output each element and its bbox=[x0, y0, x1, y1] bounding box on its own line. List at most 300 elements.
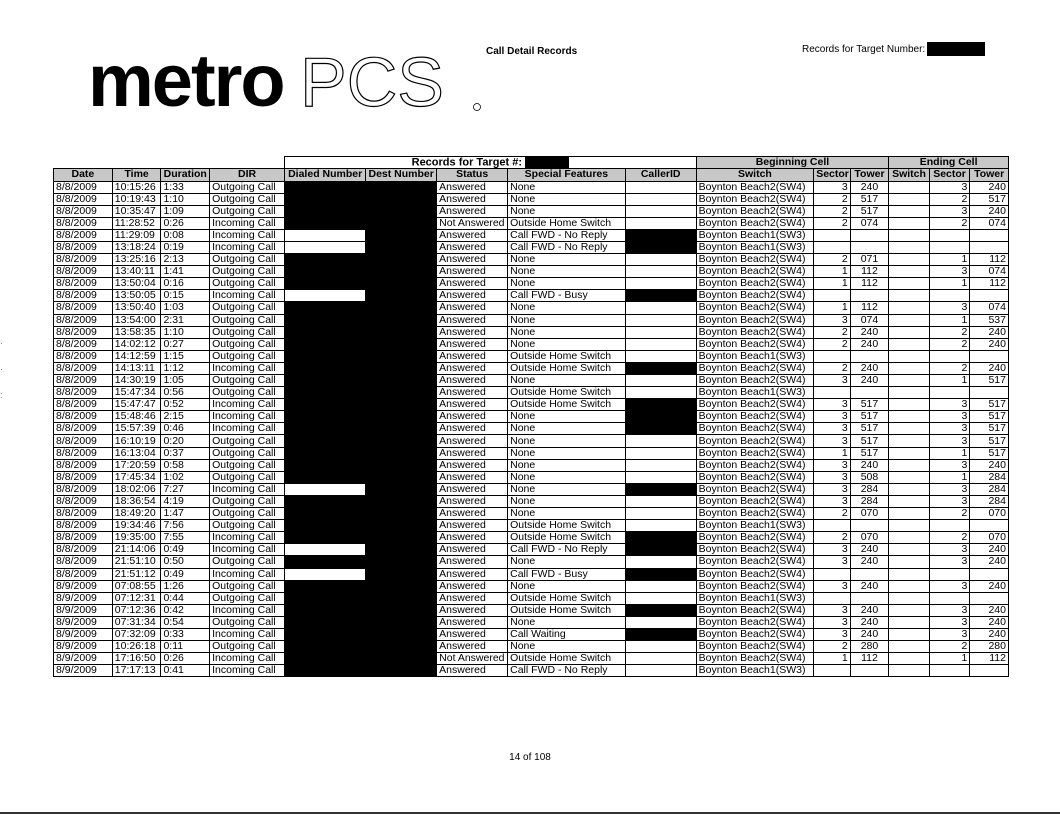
begin-sector-cell: 2 bbox=[814, 362, 850, 374]
duration-cell: 0:54 bbox=[161, 616, 210, 628]
table-row bbox=[54, 350, 1009, 362]
end-switch-cell bbox=[889, 254, 930, 266]
switch-cell: Boynton Beach2(SW4) bbox=[696, 181, 814, 193]
begin-tower-cell: 240 bbox=[850, 338, 889, 350]
status-cell: Answered bbox=[437, 229, 508, 241]
redacted-dest-number-cell bbox=[366, 350, 437, 362]
end-switch-cell bbox=[889, 495, 930, 507]
begin-sector-cell: 3 bbox=[814, 411, 850, 423]
end-sector-cell: 3 bbox=[929, 483, 970, 495]
begin-tower-cell: 240 bbox=[850, 362, 889, 374]
status-cell: Answered bbox=[437, 375, 508, 387]
special-features-cell: None bbox=[508, 423, 626, 435]
special-features-cell: Outside Home Switch bbox=[508, 350, 626, 362]
switch-cell: Boynton Beach2(SW4) bbox=[696, 375, 814, 387]
duration-cell: 1:03 bbox=[161, 302, 210, 314]
redacted-dest-number-cell bbox=[366, 544, 437, 556]
special-features-cell: None bbox=[508, 338, 626, 350]
duration-cell: 0:46 bbox=[161, 423, 210, 435]
begin-sector-cell: 2 bbox=[814, 326, 850, 338]
end-tower-cell bbox=[970, 568, 1009, 580]
end-tower-cell bbox=[970, 229, 1009, 241]
switch-cell: Boynton Beach2(SW4) bbox=[696, 266, 814, 278]
special-features-cell: None bbox=[508, 205, 626, 217]
dir-cell: Incoming Call bbox=[210, 665, 285, 677]
redacted-dest-number-cell bbox=[366, 520, 437, 532]
begin-tower-cell: 074 bbox=[850, 314, 889, 326]
redacted-dest-number-cell bbox=[366, 508, 437, 520]
date-cell: 8/9/2009 bbox=[54, 592, 113, 604]
special-features-cell: None bbox=[508, 314, 626, 326]
begin-tower-cell: 240 bbox=[850, 375, 889, 387]
dir-cell: Incoming Call bbox=[210, 399, 285, 411]
begin-sector-cell: 3 bbox=[814, 375, 850, 387]
begin-sector-cell: 2 bbox=[814, 641, 850, 653]
end-tower-cell: 074 bbox=[970, 217, 1009, 229]
end-switch-cell bbox=[889, 665, 930, 677]
end-sector-cell bbox=[929, 592, 970, 604]
end-switch-cell bbox=[889, 278, 930, 290]
date-cell: 8/8/2009 bbox=[54, 375, 113, 387]
duration-cell: 0:49 bbox=[161, 568, 210, 580]
redacted-dialed-number-cell bbox=[285, 314, 366, 326]
begin-sector-cell: 3 bbox=[814, 181, 850, 193]
end-tower-cell bbox=[970, 241, 1009, 253]
redacted-dest-number-cell bbox=[366, 495, 437, 507]
dir-cell: Outgoing Call bbox=[210, 181, 285, 193]
status-cell: Answered bbox=[437, 483, 508, 495]
duration-cell: 1:05 bbox=[161, 375, 210, 387]
special-features-cell: Call Waiting bbox=[508, 628, 626, 640]
redacted-callerid-cell bbox=[625, 568, 696, 580]
special-features-cell: None bbox=[508, 616, 626, 628]
dir-cell: Outgoing Call bbox=[210, 447, 285, 459]
callerid-cell bbox=[625, 508, 696, 520]
callerid-cell bbox=[625, 254, 696, 266]
end-switch-cell bbox=[889, 181, 930, 193]
table-row bbox=[54, 205, 1009, 217]
dialed-number-cell bbox=[285, 290, 366, 302]
table-row bbox=[54, 266, 1009, 278]
end-tower-cell bbox=[970, 592, 1009, 604]
switch-cell: Boynton Beach1(SW3) bbox=[696, 229, 814, 241]
redacted-dest-number-cell bbox=[366, 399, 437, 411]
time-cell: 13:40:11 bbox=[112, 266, 161, 278]
redacted-dialed-number-cell bbox=[285, 217, 366, 229]
table-row bbox=[54, 471, 1009, 483]
metropcs-logo bbox=[88, 44, 498, 116]
begin-sector-cell bbox=[814, 241, 850, 253]
end-tower-cell: 070 bbox=[970, 532, 1009, 544]
special-features-cell: None bbox=[508, 483, 626, 495]
redacted-dialed-number-cell bbox=[285, 520, 366, 532]
special-features-cell: None bbox=[508, 471, 626, 483]
redacted-dialed-number-cell bbox=[285, 338, 366, 350]
begin-sector-cell: 2 bbox=[814, 532, 850, 544]
time-cell: 17:16:50 bbox=[112, 653, 161, 665]
date-cell: 8/8/2009 bbox=[54, 254, 113, 266]
status-cell: Answered bbox=[437, 181, 508, 193]
redacted-dialed-number-cell bbox=[285, 326, 366, 338]
end-sector-cell: 3 bbox=[929, 435, 970, 447]
redacted-target bbox=[525, 157, 569, 168]
date-cell: 8/8/2009 bbox=[54, 290, 113, 302]
special-features-cell: None bbox=[508, 326, 626, 338]
redacted-dest-number-cell bbox=[366, 604, 437, 616]
status-cell: Answered bbox=[437, 495, 508, 507]
end-sector-cell: 3 bbox=[929, 411, 970, 423]
end-switch-cell bbox=[889, 459, 930, 471]
begin-tower-cell: 240 bbox=[850, 326, 889, 338]
redacted-dialed-number-cell bbox=[285, 181, 366, 193]
dir-cell: Outgoing Call bbox=[210, 350, 285, 362]
table-row bbox=[54, 665, 1009, 677]
begin-tower-cell: 517 bbox=[850, 205, 889, 217]
status-cell: Answered bbox=[437, 290, 508, 302]
dir-cell: Incoming Call bbox=[210, 544, 285, 556]
dir-cell: Outgoing Call bbox=[210, 254, 285, 266]
end-switch-cell bbox=[889, 217, 930, 229]
status-cell: Answered bbox=[437, 435, 508, 447]
dir-cell: Outgoing Call bbox=[210, 435, 285, 447]
table-row bbox=[54, 483, 1009, 495]
redacted-dest-number-cell bbox=[366, 302, 437, 314]
date-cell: 8/8/2009 bbox=[54, 471, 113, 483]
switch-cell: Boynton Beach2(SW4) bbox=[696, 628, 814, 640]
special-features-cell: Outside Home Switch bbox=[508, 217, 626, 229]
date-cell: 8/9/2009 bbox=[54, 604, 113, 616]
end-switch-cell bbox=[889, 447, 930, 459]
duration-cell: 2:15 bbox=[161, 411, 210, 423]
dir-cell: Outgoing Call bbox=[210, 375, 285, 387]
date-cell: 8/8/2009 bbox=[54, 483, 113, 495]
end-sector-cell: 1 bbox=[929, 314, 970, 326]
redacted-dest-number-cell bbox=[366, 483, 437, 495]
end-switch-cell bbox=[889, 532, 930, 544]
table-row bbox=[54, 556, 1009, 568]
date-cell: 8/8/2009 bbox=[54, 544, 113, 556]
special-features-cell: Outside Home Switch bbox=[508, 604, 626, 616]
special-features-cell: Call FWD - No Reply bbox=[508, 665, 626, 677]
redacted-callerid-cell bbox=[625, 544, 696, 556]
begin-sector-cell: 3 bbox=[814, 495, 850, 507]
time-cell: 13:58:35 bbox=[112, 326, 161, 338]
dir-cell: Incoming Call bbox=[210, 290, 285, 302]
end-switch-cell bbox=[889, 266, 930, 278]
redacted-callerid-cell bbox=[625, 290, 696, 302]
redacted-dialed-number-cell bbox=[285, 387, 366, 399]
dir-cell: Outgoing Call bbox=[210, 193, 285, 205]
group-header-row bbox=[54, 157, 1009, 169]
duration-cell: 7:56 bbox=[161, 520, 210, 532]
redacted-dialed-number-cell bbox=[285, 616, 366, 628]
begin-sector-cell bbox=[814, 665, 850, 677]
end-tower-cell: 517 bbox=[970, 375, 1009, 387]
status-cell: Answered bbox=[437, 520, 508, 532]
status-cell: Answered bbox=[437, 423, 508, 435]
special-features-cell: None bbox=[508, 447, 626, 459]
status-cell: Answered bbox=[437, 604, 508, 616]
column-header-dialed-number: Dialed Number bbox=[285, 169, 366, 181]
begin-tower-cell: 280 bbox=[850, 641, 889, 653]
records-for-target-text: Records for Target #: bbox=[411, 156, 523, 169]
dialed-number-cell bbox=[285, 568, 366, 580]
begin-tower-cell: 074 bbox=[850, 217, 889, 229]
switch-cell: Boynton Beach2(SW4) bbox=[696, 653, 814, 665]
begin-sector-cell bbox=[814, 568, 850, 580]
begin-tower-cell: 240 bbox=[850, 580, 889, 592]
end-sector-cell bbox=[929, 665, 970, 677]
end-switch-cell bbox=[889, 302, 930, 314]
table-row bbox=[54, 241, 1009, 253]
callerid-cell bbox=[625, 278, 696, 290]
special-features-cell: Call FWD - Busy bbox=[508, 290, 626, 302]
callerid-cell bbox=[625, 435, 696, 447]
date-cell: 8/8/2009 bbox=[54, 229, 113, 241]
end-tower-cell: 112 bbox=[970, 278, 1009, 290]
switch-cell: Boynton Beach2(SW4) bbox=[696, 568, 814, 580]
time-cell: 13:50:04 bbox=[112, 278, 161, 290]
date-cell: 8/9/2009 bbox=[54, 580, 113, 592]
special-features-cell: None bbox=[508, 508, 626, 520]
begin-sector-cell: 1 bbox=[814, 447, 850, 459]
redacted-dest-number-cell bbox=[366, 641, 437, 653]
redacted-dest-number-cell bbox=[366, 278, 437, 290]
special-features-cell: Call FWD - No Reply bbox=[508, 241, 626, 253]
end-sector-cell: 2 bbox=[929, 641, 970, 653]
switch-cell: Boynton Beach1(SW3) bbox=[696, 350, 814, 362]
redacted-dialed-number-cell bbox=[285, 375, 366, 387]
dir-cell: Outgoing Call bbox=[210, 459, 285, 471]
callerid-cell bbox=[625, 495, 696, 507]
status-cell: Answered bbox=[437, 326, 508, 338]
status-cell: Not Answered bbox=[437, 217, 508, 229]
callerid-cell bbox=[625, 641, 696, 653]
callerid-cell bbox=[625, 520, 696, 532]
switch-cell: Boynton Beach2(SW4) bbox=[696, 278, 814, 290]
callerid-cell bbox=[625, 471, 696, 483]
switch-cell: Boynton Beach1(SW3) bbox=[696, 241, 814, 253]
beginning-cell-header: Beginning Cell bbox=[696, 157, 889, 169]
status-cell: Answered bbox=[437, 399, 508, 411]
special-features-cell: None bbox=[508, 580, 626, 592]
status-cell: Answered bbox=[437, 665, 508, 677]
date-cell: 8/8/2009 bbox=[54, 181, 113, 193]
end-switch-cell bbox=[889, 544, 930, 556]
time-cell: 07:12:31 bbox=[112, 592, 161, 604]
special-features-cell: None bbox=[508, 278, 626, 290]
redacted-dialed-number-cell bbox=[285, 604, 366, 616]
table-row bbox=[54, 544, 1009, 556]
switch-cell: Boynton Beach2(SW4) bbox=[696, 423, 814, 435]
duration-cell: 1:12 bbox=[161, 362, 210, 374]
switch-cell: Boynton Beach2(SW4) bbox=[696, 544, 814, 556]
end-switch-cell bbox=[889, 616, 930, 628]
table-row bbox=[54, 254, 1009, 266]
end-sector-cell: 3 bbox=[929, 302, 970, 314]
switch-cell: Boynton Beach1(SW3) bbox=[696, 592, 814, 604]
redacted-callerid-cell bbox=[625, 604, 696, 616]
end-switch-cell bbox=[889, 556, 930, 568]
redacted-dialed-number-cell bbox=[285, 278, 366, 290]
duration-cell: 0:52 bbox=[161, 399, 210, 411]
begin-sector-cell: 3 bbox=[814, 616, 850, 628]
duration-cell: 1:26 bbox=[161, 580, 210, 592]
time-cell: 17:45:34 bbox=[112, 471, 161, 483]
begin-tower-cell: 240 bbox=[850, 628, 889, 640]
duration-cell: 0:37 bbox=[161, 447, 210, 459]
special-features-cell: Outside Home Switch bbox=[508, 362, 626, 374]
scan-artifacts: · · : bbox=[0, 338, 3, 400]
date-cell: 8/8/2009 bbox=[54, 193, 113, 205]
column-header-date: Date bbox=[54, 169, 113, 181]
begin-sector-cell: 3 bbox=[814, 471, 850, 483]
end-sector-cell bbox=[929, 241, 970, 253]
column-header-begin-tower: Tower bbox=[850, 169, 889, 181]
end-tower-cell bbox=[970, 387, 1009, 399]
redacted-dialed-number-cell bbox=[285, 254, 366, 266]
time-cell: 15:57:39 bbox=[112, 423, 161, 435]
time-cell: 18:49:20 bbox=[112, 508, 161, 520]
switch-cell: Boynton Beach2(SW4) bbox=[696, 205, 814, 217]
begin-sector-cell: 2 bbox=[814, 508, 850, 520]
callerid-cell bbox=[625, 193, 696, 205]
begin-sector-cell: 3 bbox=[814, 556, 850, 568]
time-cell: 10:35:47 bbox=[112, 205, 161, 217]
redacted-dest-number-cell bbox=[366, 229, 437, 241]
end-tower-cell bbox=[970, 665, 1009, 677]
switch-cell: Boynton Beach2(SW4) bbox=[696, 580, 814, 592]
page-number: 14 of 108 bbox=[509, 752, 551, 763]
switch-cell: Boynton Beach2(SW4) bbox=[696, 314, 814, 326]
end-sector-cell: 1 bbox=[929, 278, 970, 290]
switch-cell: Boynton Beach2(SW4) bbox=[696, 641, 814, 653]
date-cell: 8/8/2009 bbox=[54, 556, 113, 568]
status-cell: Answered bbox=[437, 350, 508, 362]
special-features-cell: Outside Home Switch bbox=[508, 653, 626, 665]
target-number-text: Records for Target Number: bbox=[802, 43, 926, 55]
special-features-cell: None bbox=[508, 556, 626, 568]
table-row bbox=[54, 423, 1009, 435]
begin-tower-cell: 070 bbox=[850, 508, 889, 520]
begin-tower-cell: 517 bbox=[850, 447, 889, 459]
time-cell: 15:47:47 bbox=[112, 399, 161, 411]
redacted-dest-number-cell bbox=[366, 205, 437, 217]
begin-tower-cell: 240 bbox=[850, 459, 889, 471]
end-sector-cell: 2 bbox=[929, 326, 970, 338]
end-tower-cell: 112 bbox=[970, 254, 1009, 266]
table-row bbox=[54, 616, 1009, 628]
end-tower-cell: 070 bbox=[970, 508, 1009, 520]
date-cell: 8/8/2009 bbox=[54, 350, 113, 362]
begin-sector-cell: 3 bbox=[814, 580, 850, 592]
time-cell: 13:50:05 bbox=[112, 290, 161, 302]
begin-sector-cell: 3 bbox=[814, 483, 850, 495]
callerid-cell bbox=[625, 266, 696, 278]
special-features-cell: Outside Home Switch bbox=[508, 520, 626, 532]
callerid-cell bbox=[625, 217, 696, 229]
date-cell: 8/8/2009 bbox=[54, 508, 113, 520]
begin-sector-cell: 2 bbox=[814, 217, 850, 229]
time-cell: 21:14:06 bbox=[112, 544, 161, 556]
time-cell: 21:51:12 bbox=[112, 568, 161, 580]
redacted-dest-number-cell bbox=[366, 580, 437, 592]
switch-cell: Boynton Beach2(SW4) bbox=[696, 290, 814, 302]
status-cell: Answered bbox=[437, 254, 508, 266]
switch-cell: Boynton Beach2(SW4) bbox=[696, 459, 814, 471]
end-switch-cell bbox=[889, 520, 930, 532]
time-cell: 17:17:13 bbox=[112, 665, 161, 677]
date-cell: 8/8/2009 bbox=[54, 387, 113, 399]
switch-cell: Boynton Beach2(SW4) bbox=[696, 362, 814, 374]
redacted-callerid-cell bbox=[625, 423, 696, 435]
switch-cell: Boynton Beach2(SW4) bbox=[696, 447, 814, 459]
redacted-dest-number-cell bbox=[366, 471, 437, 483]
redacted-dest-number-cell bbox=[366, 314, 437, 326]
time-cell: 17:20:59 bbox=[112, 459, 161, 471]
svg-text:PCS: PCS bbox=[300, 44, 444, 116]
duration-cell: 1:10 bbox=[161, 193, 210, 205]
callerid-cell bbox=[625, 592, 696, 604]
status-cell: Answered bbox=[437, 362, 508, 374]
switch-cell: Boynton Beach1(SW3) bbox=[696, 387, 814, 399]
time-cell: 18:36:54 bbox=[112, 495, 161, 507]
switch-cell: Boynton Beach2(SW4) bbox=[696, 616, 814, 628]
callerid-cell bbox=[625, 338, 696, 350]
redacted-dialed-number-cell bbox=[285, 508, 366, 520]
begin-tower-cell: 517 bbox=[850, 399, 889, 411]
time-cell: 13:25:16 bbox=[112, 254, 161, 266]
status-cell: Answered bbox=[437, 616, 508, 628]
end-tower-cell: 074 bbox=[970, 302, 1009, 314]
switch-cell: Boynton Beach2(SW4) bbox=[696, 435, 814, 447]
dir-cell: Incoming Call bbox=[210, 229, 285, 241]
status-cell: Answered bbox=[437, 314, 508, 326]
duration-cell: 0:42 bbox=[161, 604, 210, 616]
date-cell: 8/9/2009 bbox=[54, 616, 113, 628]
redacted-callerid-cell bbox=[625, 362, 696, 374]
redacted-dest-number-cell bbox=[366, 628, 437, 640]
end-switch-cell bbox=[889, 338, 930, 350]
end-sector-cell: 1 bbox=[929, 447, 970, 459]
callerid-cell bbox=[625, 580, 696, 592]
callerid-cell bbox=[625, 665, 696, 677]
begin-sector-cell: 2 bbox=[814, 254, 850, 266]
end-switch-cell bbox=[889, 641, 930, 653]
begin-tower-cell: 112 bbox=[850, 653, 889, 665]
end-switch-cell bbox=[889, 411, 930, 423]
callerid-cell bbox=[625, 350, 696, 362]
table-row bbox=[54, 641, 1009, 653]
dir-cell: Outgoing Call bbox=[210, 326, 285, 338]
redacted-dest-number-cell bbox=[366, 532, 437, 544]
begin-tower-cell: 284 bbox=[850, 483, 889, 495]
table-row bbox=[54, 520, 1009, 532]
begin-tower-cell: 240 bbox=[850, 181, 889, 193]
duration-cell: 0:44 bbox=[161, 592, 210, 604]
callerid-cell bbox=[625, 387, 696, 399]
callerid-cell bbox=[625, 556, 696, 568]
duration-cell: 1:10 bbox=[161, 326, 210, 338]
end-tower-cell bbox=[970, 290, 1009, 302]
special-features-cell: Outside Home Switch bbox=[508, 399, 626, 411]
table-row bbox=[54, 435, 1009, 447]
end-sector-cell: 3 bbox=[929, 266, 970, 278]
redacted-dialed-number-cell bbox=[285, 459, 366, 471]
dir-cell: Outgoing Call bbox=[210, 520, 285, 532]
end-sector-cell: 1 bbox=[929, 375, 970, 387]
redacted-dialed-number-cell bbox=[285, 447, 366, 459]
